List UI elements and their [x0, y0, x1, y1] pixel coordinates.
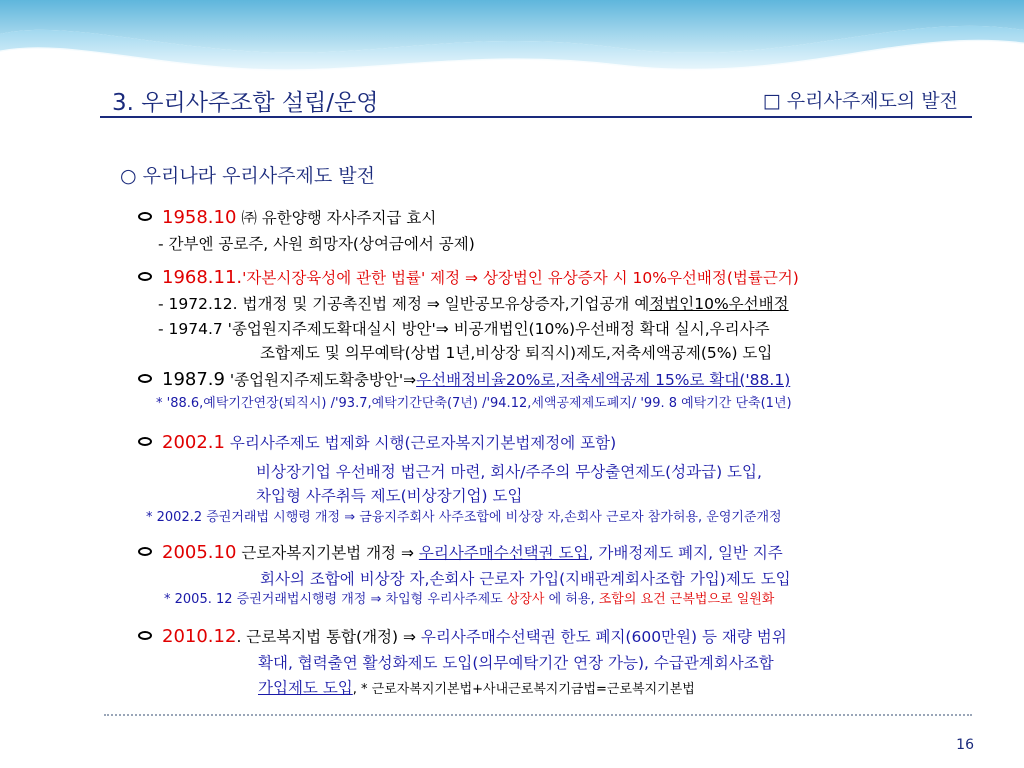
- section-heading: ○ 우리나라 우리사주제도 발전: [120, 165, 375, 187]
- entry-1968-detail-1974: - 1974.7 '종업원지주제도확대실시 방안'⇒ 비공개법인(10%)우선배정 확대 실시,우리사주: [158, 320, 770, 338]
- entry-2002-detail-2: 차입형 사주취득 제도(비상장기업) 도입: [256, 487, 523, 505]
- entry-desc: 우리사주제도 법제화 시행(근로자복지기본법제정에 포함): [224, 434, 617, 452]
- note-highlight: 상장사: [506, 592, 545, 607]
- detail-text: - 1972.12. 법개정 및 기공촉진법 제정 ⇒ 일반공모유상증자,기업공개 예: [158, 295, 650, 313]
- entry-1958: [138, 208, 436, 228]
- entry-2005: [138, 543, 783, 563]
- bullet-icon: [138, 212, 152, 221]
- entry-year: 2005.10: [162, 542, 237, 563]
- entry-desc-highlight: 우선배정비율20%로,저축세액공제 15%로 확대('88.1): [416, 371, 791, 389]
- entry-2002-detail-1: 비상장기업 우선배정 법근거 마련, 회사/주주의 무상출연제도(성과급) 도입,: [256, 463, 762, 481]
- entry-2010-detail-1: 확대, 협력출연 활성화제도 도입(의무예탁기간 연장 가능), 수급관계회사조합: [258, 654, 774, 672]
- bullet-icon: [138, 631, 152, 640]
- bullet-icon: [138, 374, 152, 383]
- entry-year: 1968.11.: [162, 267, 243, 288]
- entry-year: 2010.12: [162, 626, 237, 647]
- entry-2002-note: * 2002.2 증권거래법 시행령 개정 ⇒ 금융지주회사 사주조합에 비상장 자,손회사 근로자 참가허용, 운영기준개정: [146, 510, 782, 525]
- entry-1987: [138, 370, 790, 390]
- entry-desc-highlight: 우리사주매수선택권 도입: [418, 544, 589, 562]
- entry-1958-detail: - 간부엔 공로주, 사원 희망자(상여금에서 공제): [158, 235, 475, 253]
- entry-desc-cont: , 가배정제도 폐지, 일반 지주: [588, 544, 783, 562]
- entry-1968-detail-1974-cont: 조합제도 및 의무예탁(상법 1년,비상장 퇴직시)제도,저축세액공제(5%) 도입: [260, 344, 773, 362]
- entry-desc: '자본시장육성에 관한 법률' 제정 ⇒ 상장법인 유상증자 시 10%우선배정(법률근거): [242, 269, 799, 287]
- entry-2002: [138, 433, 616, 453]
- footer-divider: [104, 714, 972, 716]
- detail-underlined-text: 정법인10%우선배정: [649, 295, 789, 313]
- page-number: 16: [956, 737, 974, 753]
- bullet-icon: [138, 547, 152, 556]
- detail-note: , * 근로자복지기본법+사내근로복지기금법=근로복지기본법: [352, 682, 695, 697]
- entry-desc-highlight: 우리사주매수선택권 한도 폐지(600만원) 등 재량 범위: [420, 628, 787, 646]
- entry-2005-note: [164, 590, 774, 610]
- entry-1968: [138, 268, 799, 288]
- bullet-icon: [138, 272, 152, 281]
- entry-desc: '종업원지주제도확충방안'⇒: [224, 371, 417, 389]
- title-underline: [100, 116, 972, 118]
- entry-desc: 근로자복지기본법 개정 ⇒: [236, 544, 419, 562]
- note-text: * 2005. 12 증권거래법시행령 개정 ⇒ 차입형 우리사주제도: [164, 592, 507, 607]
- entry-year: 1958.10: [162, 207, 237, 228]
- entry-2005-detail: 회사의 조합에 비상장 자,손회사 근로자 가입(지배관계회사조합 가입)제도 도입: [260, 570, 791, 588]
- note-highlight: 조합의 요건 근복법으로 일원화: [598, 592, 775, 607]
- page-title: 3. 우리사주조합 설립/운영: [112, 90, 379, 116]
- entry-year: 2002.1: [162, 432, 225, 453]
- entry-desc: ㈜ 유한양행 자사주지급 효시: [236, 209, 437, 227]
- detail-underlined-text: 가입제도 도입: [258, 679, 353, 697]
- entry-year: 1987.9: [162, 369, 225, 390]
- page-subtitle: □ 우리사주제도의 발전: [762, 90, 958, 112]
- entry-2010: [138, 627, 787, 647]
- entry-desc: . 근로복지법 통합(개정) ⇒: [236, 628, 421, 646]
- entry-1968-detail-1972: [158, 294, 789, 314]
- bullet-icon: [138, 437, 152, 446]
- entry-2010-detail-2: [258, 678, 695, 700]
- entry-1987-note: * '88.6,예탁기간연장(퇴직시) /'93.7,예탁기간단축(7년) /'94.12,세액공제제도폐지/ '99. 8 예탁기간 단축(1년): [156, 396, 792, 411]
- note-text: 에 허용,: [544, 592, 599, 607]
